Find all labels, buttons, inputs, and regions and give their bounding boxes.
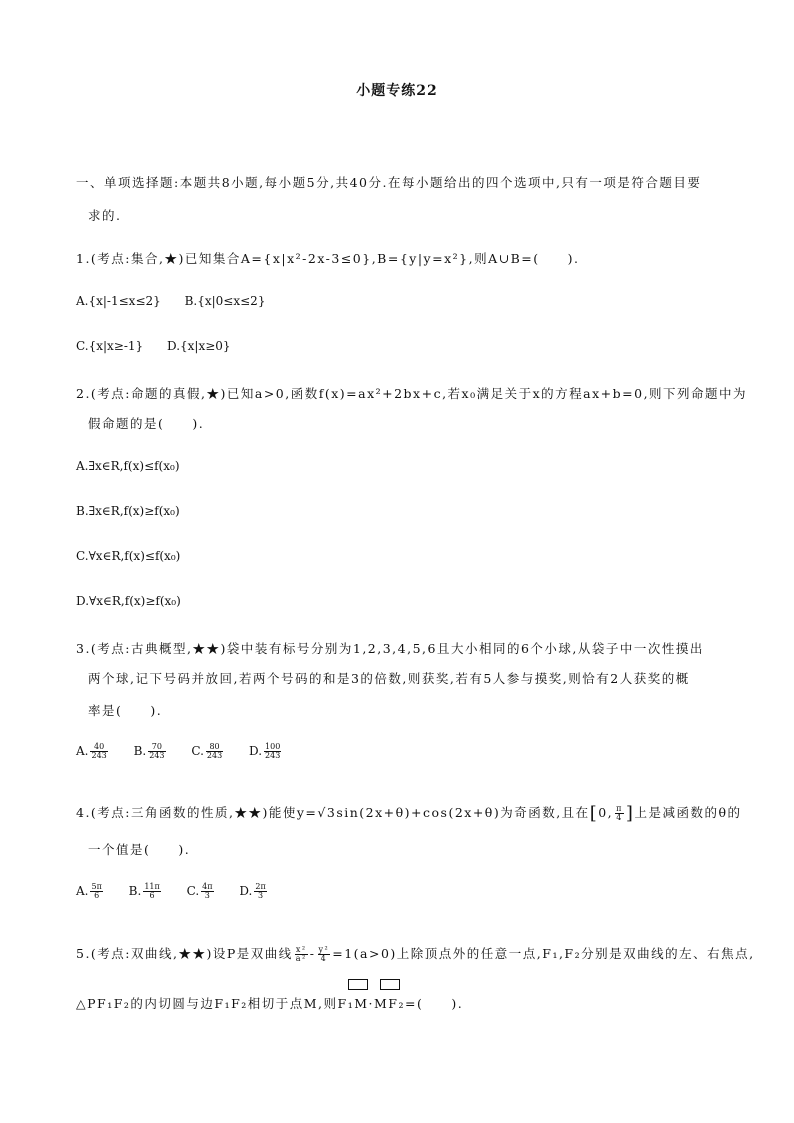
q4-options [76, 883, 289, 900]
q4-stem-line1: 4.(考点:三角函数的性质,★★)能使y=√3sin(2x+θ)+cos(2x+θ)为奇函数,且在[0, $\frac{\pi}{4}$ ]上是减函数的θ的 [76, 803, 742, 824]
q1-option-a[interactable]: A.{x|-1≤x≤2} [76, 294, 161, 308]
q5-y-fraction: $\frac{\text{y²}}{4}$ [318, 945, 330, 963]
q4-stem-line2: 一个值是( ). [88, 842, 191, 857]
q4-option-a[interactable]: A. $\frac{5\pi}{6}$ [76, 882, 102, 900]
q5-stem-line1: 5.(考点:双曲线,★★)设P是双曲线 $\frac{\text{x²}}{\text{a²}}$ - $\frac{\text{y²}}{4}$ =1(a>0)上除顶点外的任意一点,F₁,F₂分别是双曲线的左、右焦点, [76, 945, 755, 963]
q3-option-b-fraction: $\frac{70}{243}$ [149, 742, 165, 760]
q5-stem-line2: △PF₁F₂的内切圆与边F₁F₂相切于点M,则F₁M·MF₂=( ). [76, 996, 464, 1011]
q3-option-c-fraction: $\frac{80}{243}$ [206, 742, 223, 760]
q2-option-a[interactable]: A.∃x∈R,f(x)≤f(x₀) [76, 459, 180, 473]
q2-option-d[interactable]: D.∀x∈R,f(x)≥f(x₀) [76, 594, 181, 608]
section-heading-line1: 一、单项选择题:本题共8小题,每小题5分,共40分.在每小题给出的四个选项中,只有一项是符合题目要 [76, 175, 702, 190]
q1-stem: 1.(考点:集合,★)已知集合A={x|x²-2x-3≤0},B={y|y=x²},则A∪B=( ). [76, 251, 580, 266]
page-title: 小题专练22 [356, 83, 438, 99]
q4-option-b[interactable]: B. $\frac{11\pi}{6}$ [128, 882, 160, 900]
q3-option-d-fraction: $\frac{100}{243}$ [265, 742, 281, 760]
q3-options [76, 743, 303, 760]
q1-options-row2 [76, 339, 251, 353]
q2-stem-line2: 假命题的是( ). [88, 416, 205, 431]
q2-option-b[interactable]: B.∃x∈R,f(x)≥f(x₀) [76, 504, 180, 518]
q3-stem-line1: 3.(考点:古典概型,★★)袋中装有标号分别为1,2,3,4,5,6且大小相同的6个小球,从袋子中一次性摸出 [76, 641, 704, 656]
q1-options-row1 [76, 294, 285, 308]
q3-option-d[interactable]: D. $\frac{100}{243}$ [249, 742, 281, 760]
q3-option-c[interactable]: C. $\frac{80}{243}$ [191, 742, 223, 760]
q3-stem-line2: 两个球,记下号码并放回,若两个号码的和是3的倍数,则获奖,若有5人参与摸奖,则恰有2人获奖的概 [88, 671, 690, 686]
q3-option-b[interactable]: B. $\frac{70}{243}$ [133, 742, 165, 760]
section-heading-line2: 求的. [88, 208, 122, 223]
q4-option-d[interactable]: D. $\frac{2\pi}{3}$ [239, 882, 266, 900]
interval-right-bracket: ] [625, 803, 635, 824]
vector-arrow-f1m [348, 979, 368, 990]
q3-stem-line3: 率是( ). [88, 703, 163, 718]
interval-left-bracket: [ [589, 803, 599, 824]
q4-interval-fraction: $\frac{\pi}{4}$ [616, 804, 623, 822]
q2-option-c[interactable]: C.∀x∈R,f(x)≤f(x₀) [76, 549, 181, 563]
q4-option-c[interactable]: C. $\frac{4\pi}{3}$ [186, 882, 213, 900]
q1-option-d[interactable]: D.{x|x≥0} [167, 339, 231, 353]
q4-option-b-fraction: $\frac{11\pi}{6}$ [144, 882, 160, 900]
q1-option-b[interactable]: B.{x|0≤x≤2} [184, 294, 266, 308]
vector-arrow-mf2 [380, 979, 400, 990]
q3-option-a-fraction: $\frac{40}{243}$ [91, 742, 107, 760]
q4-option-d-fraction: $\frac{2\pi}{3}$ [255, 882, 266, 900]
q3-option-a[interactable]: A. $\frac{40}{243}$ [76, 742, 107, 760]
q4-option-a-fraction: $\frac{5\pi}{6}$ [91, 882, 102, 900]
q1-option-c[interactable]: C.{x|x≥-1} [76, 339, 144, 353]
q4-option-c-fraction: $\frac{4\pi}{3}$ [202, 882, 213, 900]
q2-stem-line1: 2.(考点:命题的真假,★)已知a>0,函数f(x)=ax²+2bx+c,若x₀满足关于x的方程ax+b=0,则下列命题中为 [76, 386, 748, 401]
q5-x-fraction: $\frac{\text{x²}}{\text{a²}}$ [295, 945, 307, 963]
